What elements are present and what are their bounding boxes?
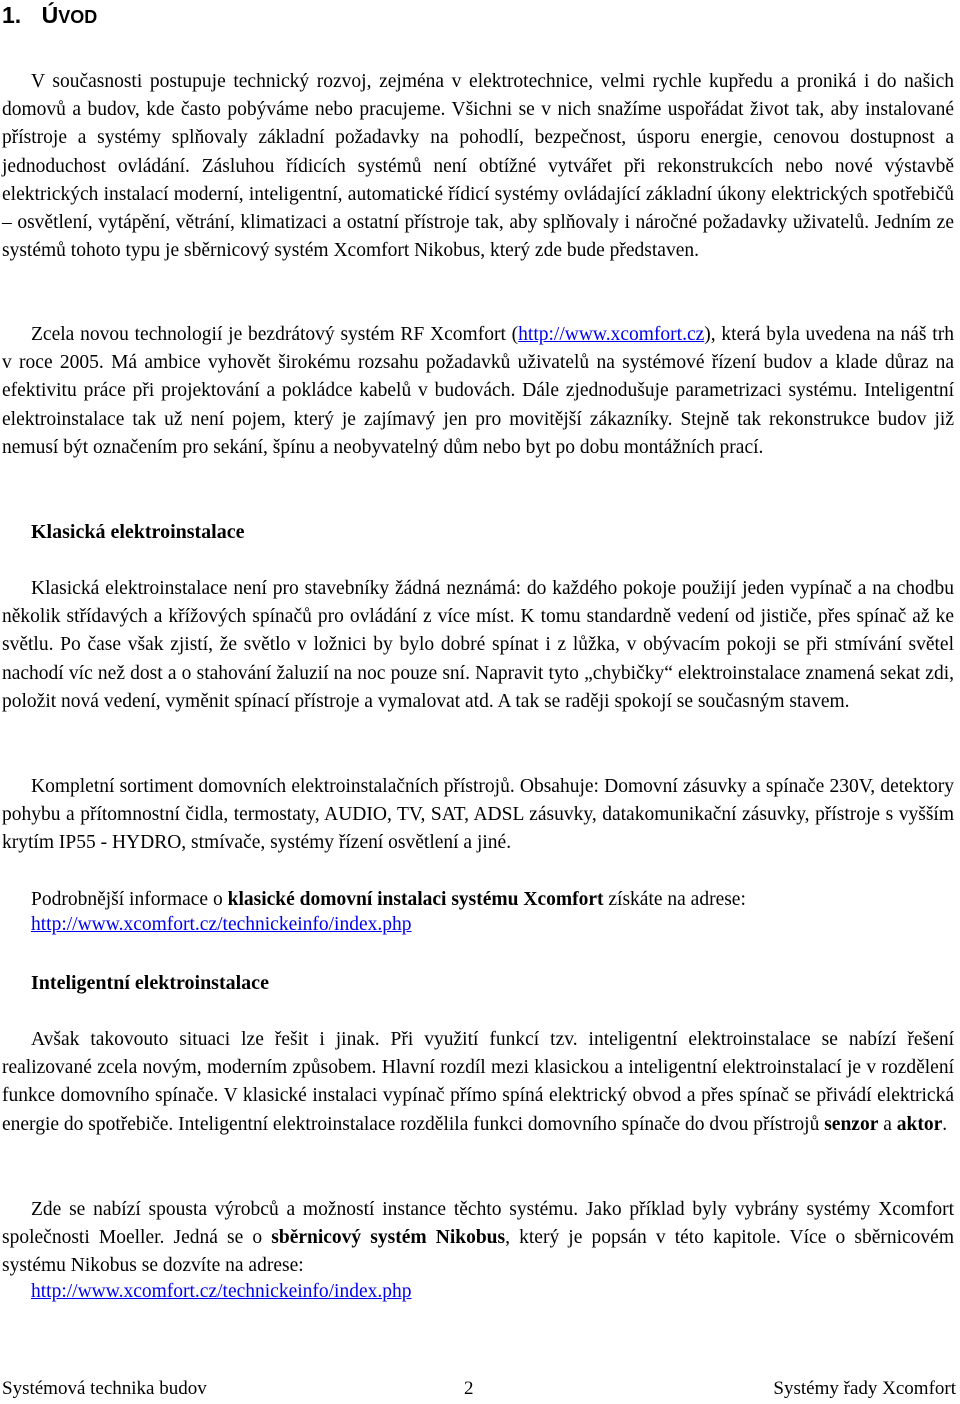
- classic-paragraph-1: [2, 575, 954, 716]
- intro-paragraph-2-text-a: Zcela novou technologií je bezdrátový systém RF Xcomfort (: [31, 324, 519, 345]
- chapter-heading: [2, 2, 97, 29]
- intelligent-paragraph-1-end: .: [942, 1113, 948, 1135]
- intelligent-paragraph-1-mid: a: [878, 1113, 897, 1135]
- intelligent-paragraph-1: [2, 1026, 954, 1139]
- classic-paragraph-2: [2, 773, 954, 858]
- classic-paragraph-3: [2, 886, 954, 914]
- intelligent-paragraph-2-text-b: , který je popsán v této kapitole. Více o sběrnicovém systému Nikobus se dozvíte na adrese:: [2, 1227, 954, 1277]
- intro-paragraph-2-text-b: ), která byla uvedena na náš trh v roce 2005. Má ambice vyhovět širokému rozsahu požadavků uživatelů na systémové řízení budov a klade důraz na efektivitu práce při projektování a pokládce kabelů v budovách. Dále zjednodušuje parametrizaci systému. Inteligentní elektroinstalace tak už není pojem, který je zajímavý jen pro movitější zákazníky. Stejně tak rekonstrukce budov již nemusí být označením pro sekání, špínu a neobyvatelný dům nebo byt po dobu montážních prací.: [2, 324, 954, 458]
- classic-paragraph-2-text: Kompletní sortiment domovních elektroinstalačních přístrojů. Obsahuje: Domovní zásuvky a spínače 230V, detektory pohybu a přítomnostní čidla, termostaty, AUDIO, TV, SAT, ADSL zásuvky, datakomunikační zásuvky, přístroje s vyšším krytím IP55 - HYDRO, stmívače, systémy řízení osvětlení a jiné.: [2, 776, 954, 854]
- classic-paragraph-1-text: Klasická elektroinstalace není pro stavebníky žádná neznámá: do každého pokoje použijí jeden vypínač a na chodbu několik střídavých a křížových spínačů pro ovládání z více míst. K tomu standardně vedení od jističe, přes spínač až ke světlu. Po čase však zjistí, že světlo v ložnici by bylo dobré spínat i z lůžka, v obývacím pokoji se při stmívání světel nachodí víc než dost a o stahování žaluzií na noc pouze sní. Napravit tyto „chybičky“ elektroinstalace znamená sekat zdi, položit nová vedení, vyměnit spínací přístroje a vymalovat atd. A tak se raději spokojí se současným stavem.: [2, 578, 954, 712]
- senzor-bold: senzor: [824, 1113, 879, 1135]
- intro-paragraph-1-text: V současnosti postupuje technický rozvoj, zejména v elektrotechnice, velmi rychle kupředu a proniká i do našich domovů a budov, kde často pobýváme nebo pracujeme. Všichni se v nich snažíme uspořádat život tak, aby instalované přístroje a systémy splňovaly základní požadavky na pohodlí, bezpečnost, úsporu energie, cenovou dostupnost a jednoduchost ovládání. Zásluhou řídicích systémů není obtížné vytvářet při rekonstrukcích nebo nové výstavbě elektrických instalací moderní, inteligentní, automatické řídicí systémy ovládající základní úkony elektrických spotřebičů – osvětlení, vytápění, větrání, klimatizaci a ostatní přístroje tak, aby splňovaly i náročné požadavky uživatelů. Jedním ze systémů tohoto typu je sběrnicový systém Xcomfort Nikobus, který zde bude představen.: [2, 71, 954, 262]
- chapter-number: 1.: [2, 2, 22, 28]
- footer-left: Systémová technika budov: [2, 1378, 207, 1399]
- intelligent-paragraph-2-text-a: Zde se nabízí spousta výrobců a možností instance těchto systému. Jako příklad byly vybrány systémy Xcomfort společnosti Moeller. Jedná se o: [2, 1199, 954, 1249]
- footer-right: Systémy řady Xcomfort: [773, 1378, 956, 1399]
- nikobus-bold: sběrnicový systém Nikobus: [271, 1227, 506, 1249]
- xcomfort-link[interactable]: http://www.xcomfort.cz: [518, 324, 705, 345]
- chapter-title-rest: VOD: [58, 7, 98, 27]
- section-title-classic: Klasická elektroinstalace: [31, 521, 245, 543]
- intelligent-paragraph-1-text: Avšak takovouto situaci lze řešit i jinak. Při využití funkcí tzv. inteligentní elektroinstalace se nabízí řešení realizované zcela novým, moderním způsobem. Hlavní rozdíl mezi klasickou a inteligentní elektroinstalací je v rozdělení funkce domovního spínače. V klasické instalaci vypínač přímo spíná elektrický obvod a přes spínač se přivádí elektrická energie do spotřebiče. Inteligentní elektroinstalace rozdělila funkci domovního spínače do dvou přístrojů: [2, 1029, 954, 1135]
- classic-paragraph-3-text-b: získáte na adrese:: [603, 889, 746, 910]
- classic-paragraph-3-text-a: Podrobnější informace o: [31, 889, 228, 910]
- chapter-title-first: Ú: [41, 2, 59, 28]
- classic-paragraph-3-bold: klasické domovní instalaci systému Xcomfort: [227, 889, 604, 910]
- technical-info-link-1[interactable]: http://www.xcomfort.cz/technickeinfo/index.php: [31, 914, 412, 935]
- intro-paragraph-1: [2, 68, 954, 265]
- section-title-intelligent: Inteligentní elektroinstalace: [31, 972, 269, 994]
- intelligent-paragraph-2: [2, 1196, 954, 1281]
- technical-info-link-2[interactable]: http://www.xcomfort.cz/technickeinfo/index.php: [31, 1281, 412, 1302]
- footer-page-number: 2: [464, 1378, 474, 1399]
- aktor-bold: aktor: [896, 1113, 943, 1135]
- intro-paragraph-2: [2, 321, 954, 462]
